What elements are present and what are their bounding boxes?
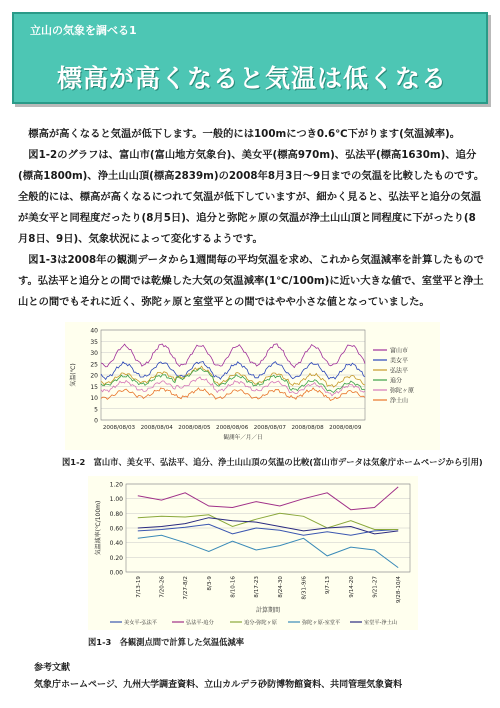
y-tick-label: 25 [90, 361, 98, 369]
y-tick-label: 5 [94, 406, 98, 414]
legend-label: 弘法平-追分 [186, 620, 214, 627]
x-tick-label: 9/21-27 [372, 576, 379, 598]
x-tick-label: 9/7-13 [325, 576, 332, 595]
legend-label: 弥陀ヶ原 [390, 387, 415, 395]
legend-label: 追分-弥陀ヶ原 [244, 620, 277, 627]
y-tick-label: 1.00 [109, 496, 123, 504]
x-tick-label: 2008/08/07 [253, 425, 286, 431]
series-line [138, 513, 398, 529]
y-tick-label: 0.80 [109, 510, 123, 518]
legend-label: 美女平 [390, 357, 409, 365]
x-tick-label: 2008/08/08 [291, 425, 324, 431]
legend-label: 弘法平 [390, 367, 409, 375]
x-tick-label: 8/17-23 [254, 576, 261, 598]
title-banner [12, 12, 488, 104]
x-tick-label: 2008/08/09 [329, 425, 362, 431]
x-axis-label: 観測年／月／日 [223, 435, 263, 441]
references [34, 660, 402, 694]
x-tick-label: 9/28-10/4 [396, 576, 403, 604]
paragraph-2: 図1-2のグラフは、富山市(富山地方気象台)、美女平(標高970m)、弘法平(標高1630m)、追分(標高1800m)、浄土山山頂(標高2839m)の2008年8月3日〜9日までの気温を比較したものです。 [18, 149, 485, 182]
series-line [101, 344, 365, 368]
paragraph-3: 全般的には、標高が高くなるにつれて気温が低下していますが、細かく見ると、弘法平と追分の気温が美女平と同程度だったり(8月5日)、追分と弥陀ヶ原の気温が浄土山山頂と同程度に下がったり(8月8日、9日)、気象状況によって変化するようです。 [18, 191, 482, 245]
series-subtitle: 立山の気象を調べる1 [30, 24, 137, 37]
x-tick-label: 7/20-26 [159, 576, 166, 598]
y-tick-label: 15 [90, 383, 98, 391]
series-line [138, 518, 398, 534]
y-tick-label: 0.60 [109, 525, 123, 533]
temperature-chart-svg [65, 322, 440, 450]
x-tick-label: 2008/08/04 [140, 425, 173, 431]
legend-label: 美女平-弘法平 [124, 620, 157, 627]
y-tick-label: 1.20 [109, 481, 123, 489]
legend-label: 浄土山 [390, 397, 409, 405]
figure-2-caption: 図1-3 各観測点間で計算した気温低減率 [88, 637, 245, 647]
x-tick-label: 8/24-30 [277, 576, 284, 598]
legend-label: 追分 [390, 377, 403, 385]
temperature-chart [65, 322, 440, 450]
x-tick-label: 7/27-8/2 [183, 576, 190, 600]
x-tick-label: 2008/08/03 [102, 425, 136, 431]
y-tick-label: 20 [90, 372, 98, 380]
y-tick-label: 35 [90, 338, 98, 346]
x-tick-label: 9/14-20 [348, 576, 355, 598]
body-text [18, 124, 486, 313]
x-tick-label: 2008/08/06 [216, 425, 249, 431]
legend-label: 室堂平-浄土山 [364, 620, 397, 627]
series-line [138, 524, 398, 535]
y-tick-label: 0 [94, 417, 98, 425]
lapse-rate-chart-svg [88, 476, 418, 630]
series-line [138, 487, 398, 510]
legend-label: 富山市 [390, 347, 409, 355]
lapse-rate-chart [88, 476, 418, 630]
x-axis-label: 計算期間 [255, 607, 281, 614]
series-line [101, 368, 365, 392]
y-tick-label: 0.40 [109, 540, 123, 548]
references-heading: 参考文献 [34, 663, 71, 673]
references-text: 気象庁ホームページ、九州大学調査資料、立山カルデラ砂防博物館資料、共同管理気象資料 [34, 680, 403, 690]
y-tick-label: 10 [90, 395, 98, 402]
legend-label: 弥陀ヶ原-室堂平 [302, 620, 341, 627]
figure-1-caption: 図1-2 富山市、美女平、弘法平、追分、浄土山山頂の気温の比較(富山市データは気象庁ホームページから引用) [62, 457, 483, 467]
x-tick-label: 8/31-9/6 [301, 576, 308, 600]
series-line [138, 535, 398, 567]
y-tick-label: 0.00 [109, 569, 123, 577]
y-tick-label: 0.20 [109, 554, 123, 562]
y-tick-label: 40 [90, 327, 98, 335]
page-title: 標高が高くなると気温は低くなる [28, 56, 476, 102]
y-tick-label: 30 [90, 350, 98, 357]
paragraph-4: 図1-3は2008年の観測データから1週間毎の平均気温を求め、これから気温減率を計算したものです。弘法平と追分との間では乾燥した大気の気温減率(1℃/100m)に近い大きな値で、室堂平と浄土山との間でもそれに近く、弥陀ヶ原と室堂平との間ではやや小さな値となっていました。 [18, 254, 484, 308]
x-tick-label: 8/3-9 [206, 576, 213, 591]
y-axis-label: 気温減率(℃/100m) [95, 500, 102, 556]
paragraph-1: 標高が高くなると気温が低下します。一般的には100mにつき0.6℃下がります(気温減率)。 [28, 128, 461, 140]
y-axis-label: 気温(℃) [70, 363, 77, 387]
x-tick-label: 7/13-19 [135, 576, 142, 598]
x-tick-label: 2008/08/05 [178, 425, 211, 431]
x-tick-label: 8/10-16 [230, 576, 237, 598]
